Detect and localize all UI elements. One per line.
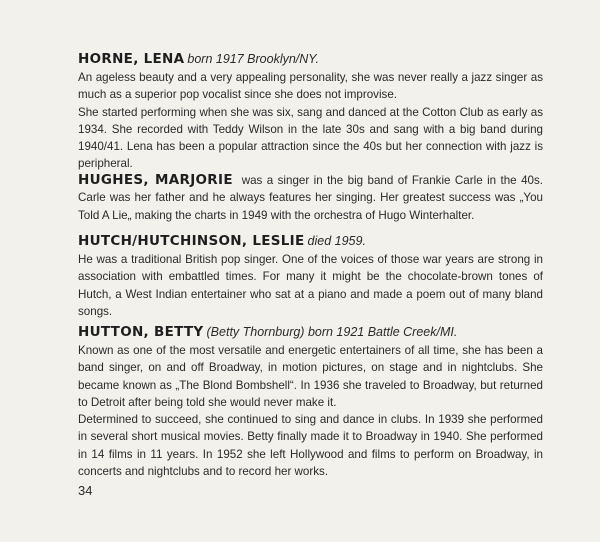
entry-paragraph: Known as one of the most versatile and energetic entertainers of all time, she has been a band singer, on and off Broadway, in motion pictures, on stage and in nightclubs. She became known as „The Blond Bombshell“. In 1936 she traveled to Broadway, but returned to Detroit after being told she would never make it. <box>78 344 543 409</box>
entry-info: died 1959. <box>307 234 366 248</box>
entry-body <box>78 172 543 224</box>
entry-paragraph: was a singer in the big band of Frankie Carle in the 40s. Carle was her father and he always features her singing. Her greatest success was „You Told A Lie„ making the charts in 1949 with the orchestra of Hugo Winterhalter. <box>78 174 543 222</box>
entry-name: HUGHES, MARJORIE <box>78 172 233 188</box>
entry-paragraph: Determined to succeed, she continued to sing and dance in clubs. In 1939 she performed in several short musical movies. Betty finally made it to Broadway in 1940. She performed in 14 films in 11 years. In 1952 she left Hollywood and films to perform on Broadway, in concerts and nightclubs and to record her works. <box>78 413 543 479</box>
entry-body <box>78 342 543 480</box>
entry-paragraph: She started performing when she was six, sang and danced at the Cotton Club as early as 1934. She recorded with Teddy Wilson in the late 30s and sang with a big band during 1940/41. Lena has been a popular attraction since the 40s but her connection with jazz is peripheral. <box>78 105 543 171</box>
entry-info: (Betty Thornburg) born 1921 Battle Creek/MI. <box>206 325 458 339</box>
entry-info: born 1917 Brooklyn/NY. <box>187 52 319 66</box>
entry-hutton-betty <box>78 324 543 480</box>
entry-name: HUTCH/HUTCHINSON, LESLIE <box>78 233 305 249</box>
entry-horne-lena <box>78 51 543 173</box>
entry-paragraph: An ageless beauty and a very appealing personality, she was never really a jazz singer as much as a superior pop vocalist since she does not improvise. <box>78 71 543 102</box>
entry-paragraph: He was a traditional British pop singer. One of the voices of those war years are strong in association with embattled times. For many it might be the chocolate-brown tones of Hutch, a West Indian entertainer who sat at a piano and made a poem out of many bland songs. <box>78 253 543 318</box>
page-number: 34 <box>78 483 93 498</box>
entry-hughes-marjorie <box>78 172 543 224</box>
entry-heading <box>78 324 543 340</box>
entry-heading <box>78 51 543 67</box>
entry-heading <box>78 233 543 249</box>
entry-body <box>78 69 543 173</box>
entry-name: HORNE, LENA <box>78 51 185 67</box>
entry-hutch-leslie <box>78 233 543 320</box>
entry-body <box>78 251 543 320</box>
entry-name: HUTTON, BETTY <box>78 324 204 340</box>
